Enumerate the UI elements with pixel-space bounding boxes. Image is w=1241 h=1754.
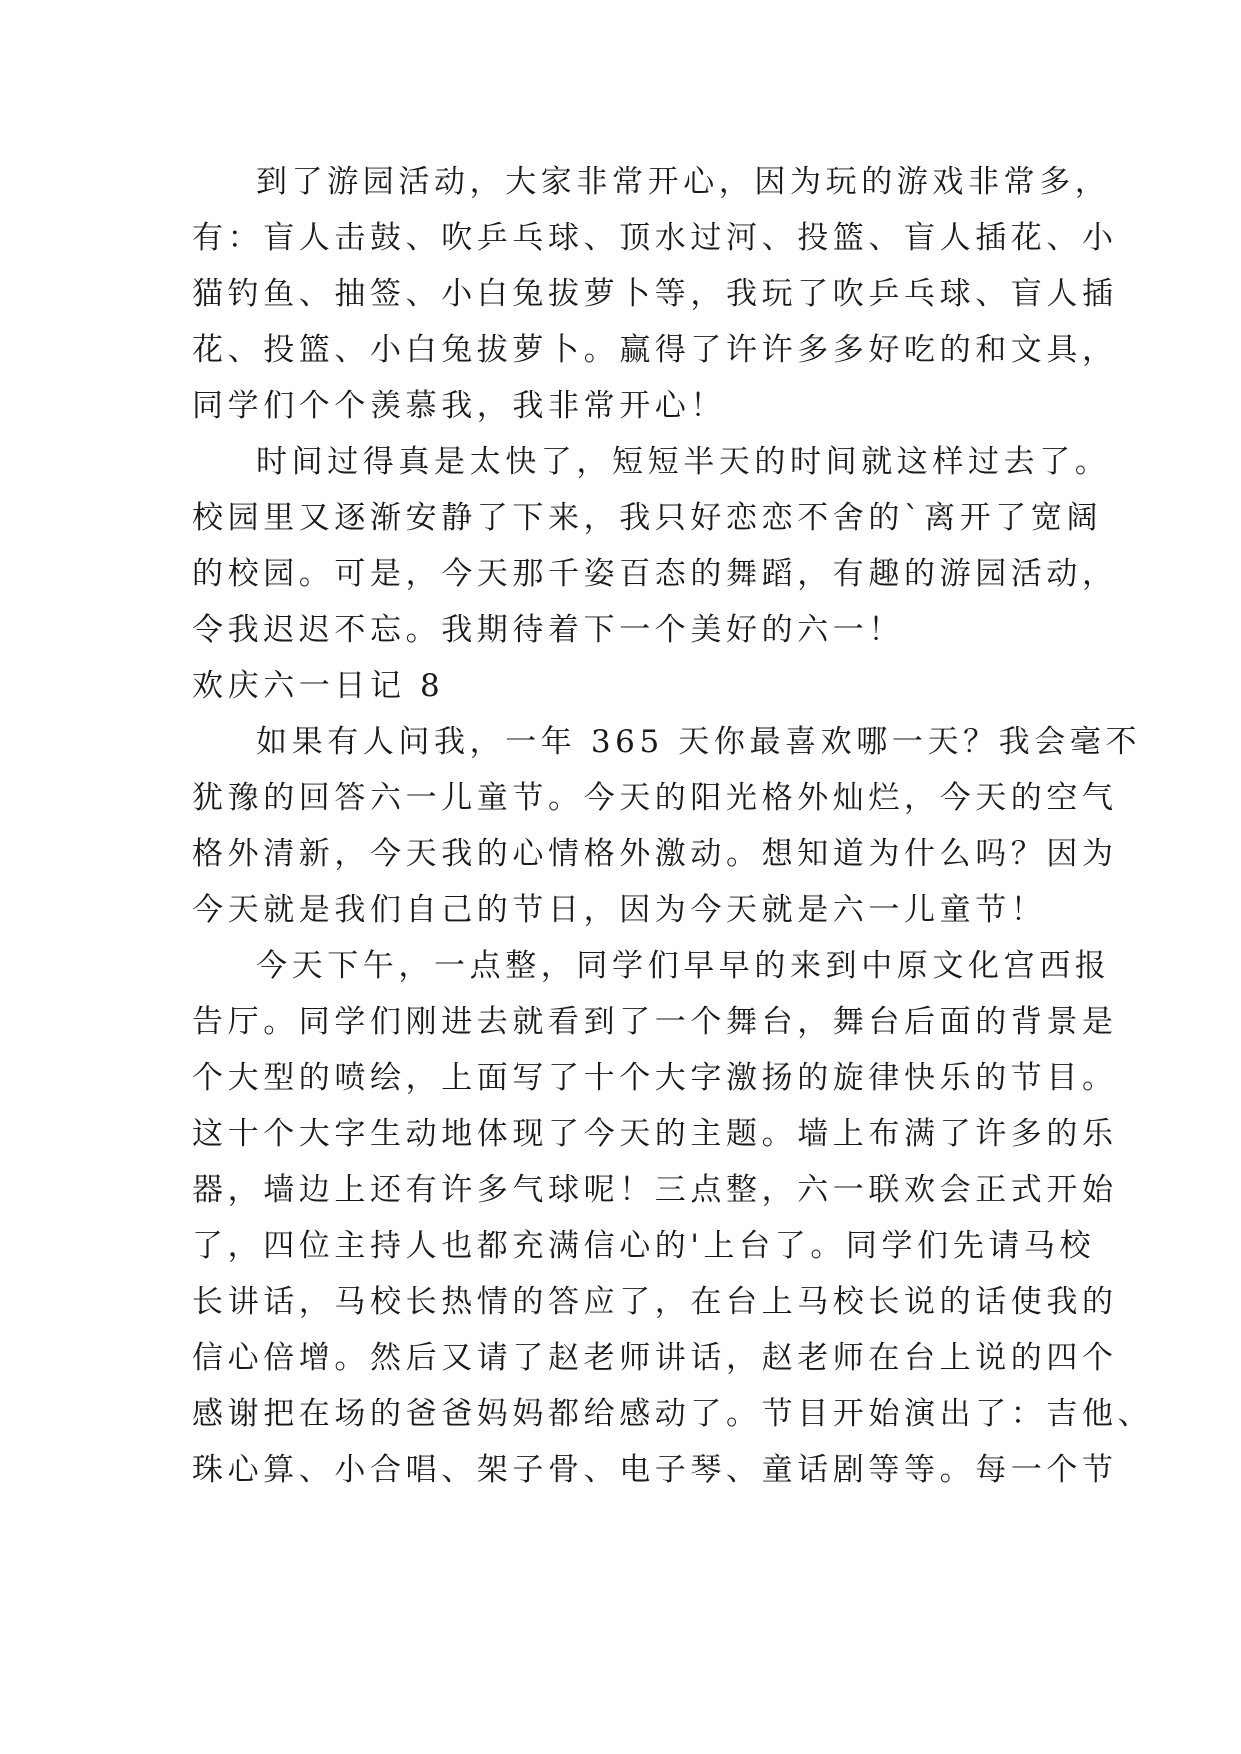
text-line: 有：盲人击鼓、吹乒乓球、顶水过河、投篮、盲人插花、小 [192,220,1118,256]
text-line: 了，四位主持人也都充满信心的'上台了。同学们先请马校 [192,1228,1096,1264]
text-line: 这十个大字生动地体现了今天的主题。墙上布满了许多的乐 [192,1116,1118,1152]
text-line: 同学们个个羡慕我，我非常开心！ [192,388,726,424]
section-heading: 欢庆六一日记 8 [192,668,445,704]
text-line: 的校园。可是，今天那千姿百态的舞蹈，有趣的游园活动， [192,556,1118,592]
text-line: 告厅。同学们刚进去就看到了一个舞台，舞台后面的背景是 [192,1004,1118,1040]
text-line: 校园里又逐渐安静了下来，我只好恋恋不舍的`离开了宽阔 [192,500,1103,536]
text-line: 如果有人问我，一年 365 天你最喜欢哪一天？我会毫不 [256,724,1142,760]
text-line: 器，墙边上还有许多气球呢！三点整，六一联欢会正式开始 [192,1172,1118,1208]
text-line: 到了游园活动，大家非常开心，因为玩的游戏非常多， [256,164,1111,200]
text-line: 珠心算、小合唱、架子骨、电子琴、童话剧等等。每一个节 [192,1452,1118,1488]
text-line: 花、投篮、小白兔拔萝卜。赢得了许许多多好吃的和文具， [192,332,1118,368]
text-line: 时间过得真是太快了，短短半天的时间就这样过去了。 [256,444,1111,480]
text-line: 今天就是我们自己的节日，因为今天就是六一儿童节！ [192,892,1047,928]
text-line: 令我迟迟不忘。我期待着下一个美好的六一！ [192,612,904,648]
text-line: 长讲话，马校长热情的答应了，在台上马校长说的话使我的 [192,1284,1118,1320]
text-line: 个大型的喷绘，上面写了十个大字激扬的旋律快乐的节目。 [192,1060,1118,1096]
text-line: 猫钓鱼、抽签、小白兔拔萝卜等，我玩了吹乒乓球、盲人插 [192,276,1118,312]
text-line: 犹豫的回答六一儿童节。今天的阳光格外灿烂，今天的空气 [192,780,1118,816]
text-line: 格外清新，今天我的心情格外激动。想知道为什么吗？因为 [192,836,1118,872]
text-line: 信心倍增。然后又请了赵老师讲话，赵老师在台上说的四个 [192,1340,1118,1376]
text-line: 感谢把在场的爸爸妈妈都给感动了。节目开始演出了：吉他、 [192,1396,1154,1432]
text-line: 今天下午，一点整，同学们早早的来到中原文化宫西报 [256,948,1111,984]
